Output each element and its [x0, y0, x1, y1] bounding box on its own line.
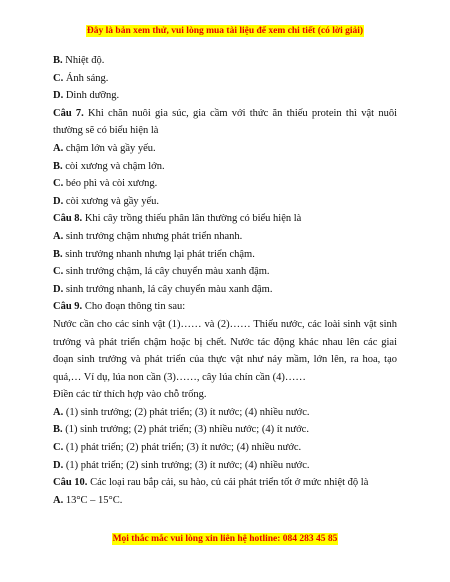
- option-label: C.: [53, 178, 64, 190]
- option-text: sinh trưởng chậm nhưng phát triển nhanh.: [65, 230, 243, 242]
- option-label: C.: [53, 442, 64, 454]
- option-text: Ánh sáng.: [65, 72, 109, 84]
- option-d-q6: [53, 87, 397, 105]
- option-label: B.: [53, 248, 63, 260]
- hotline-text: Mọi thắc mắc vui lòng xin liên hệ hotline: 084 283 45 85: [112, 534, 338, 544]
- option-label: B.: [53, 160, 63, 172]
- option-text: chậm lớn và gầy yếu.: [65, 142, 156, 154]
- option-text: (1) phát triển; (2) sinh trưởng; (3) ít nước; (4) nhiều nước.: [65, 459, 310, 471]
- option-text: sinh trưởng chậm, lá cây chuyển màu xanh đậm.: [65, 266, 270, 278]
- option-c-q9: [53, 439, 397, 457]
- question-text: Khi cây trồng thiếu phân lân thường có biểu hiện là: [84, 213, 302, 225]
- option-text: sinh trưởng nhanh nhưng lại phát triển chậm.: [65, 248, 255, 260]
- option-text: (1) phát triển; (2) phát triển; (3) ít nước; (4) nhiều nước.: [65, 442, 302, 454]
- option-text: sinh trưởng nhanh, lá cây chuyển màu xanh đậm.: [65, 283, 273, 295]
- option-label: B.: [53, 424, 63, 436]
- question-8: [53, 210, 397, 228]
- hotline-banner: [0, 534, 450, 544]
- question-text: Khi chăn nuôi gia súc, gia cầm với thức ăn thiếu protein thì vật nuôi thường sẽ có biểu hiện là: [53, 107, 397, 137]
- option-c-q7: [53, 175, 397, 193]
- option-d-q8: [53, 281, 397, 299]
- option-text: Nhiệt độ.: [65, 55, 105, 66]
- option-a-q8: [53, 228, 397, 246]
- option-label: C.: [53, 72, 64, 84]
- question-number: Câu 9.: [53, 301, 83, 313]
- option-label: B.: [53, 55, 63, 66]
- option-a-q7: [53, 140, 397, 158]
- question-text: Cho đoạn thông tin sau:: [84, 301, 186, 313]
- question-text: Các loại rau bắp cải, su hào, củ cải phát triển tốt ở mức nhiệt độ là: [90, 477, 369, 489]
- option-text: (1) sinh trưởng; (2) phát triển; (3) nhiều nước; (4) ít nước.: [65, 424, 309, 436]
- option-b-q8: [53, 246, 397, 264]
- option-label: A.: [53, 142, 64, 154]
- question-9: [53, 298, 397, 316]
- option-text: (1) sinh trưởng; (2) phát triển; (3) ít nước; (4) nhiều nước.: [65, 406, 310, 418]
- option-text: Dinh dưỡng.: [65, 90, 120, 102]
- option-label: D.: [53, 459, 64, 471]
- option-text: còi xương và gầy yếu.: [65, 195, 160, 207]
- question-9-passage: [53, 316, 397, 386]
- preview-notice-banner: [0, 26, 450, 36]
- preview-notice-text: Đây là bản xem thử, vui lòng mua tài liệu để xem chi tiết (có lời giải): [86, 26, 364, 36]
- question-10: [53, 474, 397, 492]
- passage-text: Nước cần cho các sinh vật (1)…… và (2)…… Thiếu nước, các loài sinh vật sinh trưởng và phát triển chậm hoặc bị chết. Nước tác động khác nhau lên các giai đoạn sinh trưởng và phát triển của thực vật như nảy mầm, lớn lên, ra hoa, tạo quả,… Ví dụ, lúa non cần (3)……, cây lúa chín cần (4)……: [53, 318, 397, 383]
- option-a-q10: [53, 492, 397, 510]
- option-label: A.: [53, 494, 64, 506]
- question-9-instruction: [53, 386, 397, 404]
- option-b-q6: [53, 52, 397, 70]
- option-b-q7: [53, 158, 397, 176]
- option-label: D.: [53, 195, 64, 207]
- option-d-q9: [53, 457, 397, 475]
- option-text: 13°C – 15°C.: [65, 494, 123, 506]
- question-number: Câu 7.: [53, 107, 84, 119]
- question-7: [53, 105, 397, 140]
- question-number: Câu 10.: [53, 477, 88, 489]
- option-label: C.: [53, 266, 64, 278]
- option-c-q6: [53, 70, 397, 88]
- option-b-q9: [53, 421, 397, 439]
- option-a-q9: [53, 404, 397, 422]
- option-label: D.: [53, 90, 64, 102]
- instruction-text: Điền các từ thích hợp vào chỗ trống.: [53, 389, 207, 401]
- document-body: [53, 52, 397, 509]
- option-d-q7: [53, 193, 397, 211]
- option-label: D.: [53, 283, 64, 295]
- option-label: A.: [53, 406, 64, 418]
- option-text: còi xương và chậm lớn.: [65, 160, 165, 172]
- option-label: A.: [53, 230, 64, 242]
- option-text: béo phì và còi xương.: [65, 178, 158, 190]
- option-c-q8: [53, 263, 397, 281]
- question-number: Câu 8.: [53, 213, 83, 225]
